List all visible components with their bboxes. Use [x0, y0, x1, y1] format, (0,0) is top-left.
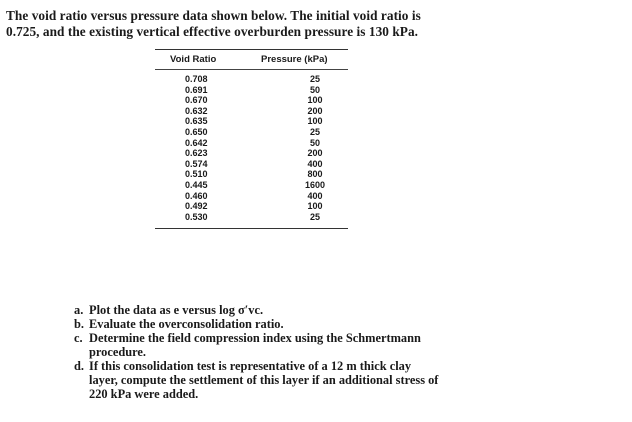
void-ratio-cell: 0.670 — [185, 95, 208, 106]
intro-line-2: 0.725, and the existing vertical effective overburden pressure is 130 kPa. — [6, 24, 419, 39]
pressure-cell: 25 — [309, 74, 320, 84]
void-ratio-pressure-table — [155, 49, 348, 229]
table-row — [155, 191, 348, 202]
void-ratio-cell: 0.632 — [185, 105, 208, 116]
question-text — [89, 359, 494, 401]
pressure-cell: 100 — [307, 116, 323, 127]
void-ratio-cell: 0.510 — [185, 169, 208, 180]
question-line: 220 kPa were added. — [89, 387, 199, 401]
table-header-row — [155, 50, 348, 69]
table-row — [155, 148, 348, 159]
table-row — [155, 106, 348, 117]
table-row — [155, 116, 348, 127]
pressure-cell: 100 — [307, 95, 323, 106]
void-ratio-cell: 0.691 — [185, 84, 208, 95]
void-ratio-cell: 0.460 — [185, 190, 208, 201]
question-line: Plot the data as e versus log σ′vc. — [89, 303, 264, 317]
table-row — [155, 85, 348, 96]
table-row — [155, 201, 348, 212]
pressure-cell: 400 — [307, 158, 323, 169]
pressure-cell: 800 — [307, 169, 323, 180]
table-row — [155, 212, 348, 223]
table-row — [155, 127, 348, 138]
pressure-cell: 25 — [309, 211, 320, 222]
intro-line-1: The void ratio versus pressure data shown below. The initial void ratio is — [6, 8, 421, 23]
header-void-ratio: Void Ratio — [170, 54, 217, 65]
void-ratio-cell: 0.650 — [185, 126, 208, 137]
pressure-cell: 50 — [309, 137, 320, 148]
question-list — [74, 303, 494, 401]
question-item — [74, 359, 494, 401]
table-bottom-rule — [155, 228, 348, 229]
question-line: layer, compute the settlement of this layer if an additional stress of — [89, 373, 439, 387]
question-text — [89, 303, 494, 317]
void-ratio-cell: 0.708 — [185, 74, 208, 84]
pressure-cell: 1600 — [304, 179, 326, 190]
pressure-cell: 25 — [309, 126, 320, 137]
question-line: Determine the field compression index using the Schmertmann — [89, 331, 421, 345]
question-letter: b. — [74, 317, 84, 331]
void-ratio-cell: 0.445 — [185, 179, 208, 190]
question-line: Evaluate the overconsolidation ratio. — [89, 317, 284, 331]
question-letter: c. — [74, 331, 83, 345]
question-letter: d. — [74, 359, 84, 373]
question-text — [89, 331, 494, 359]
table-body — [155, 70, 348, 228]
pressure-cell: 200 — [307, 148, 323, 159]
table-row — [155, 95, 348, 106]
question-text — [89, 317, 494, 331]
table-row — [155, 180, 348, 191]
void-ratio-cell: 0.623 — [185, 148, 208, 159]
table-row — [155, 74, 348, 85]
question-item — [74, 331, 494, 359]
table-row — [155, 169, 348, 180]
question-line: procedure. — [89, 345, 147, 359]
question-letter: a. — [74, 303, 84, 317]
void-ratio-cell: 0.492 — [185, 201, 208, 212]
table-row — [155, 138, 348, 149]
pressure-cell: 200 — [307, 105, 323, 116]
pressure-cell: 400 — [307, 190, 323, 201]
pressure-cell: 100 — [307, 201, 323, 212]
void-ratio-cell: 0.642 — [185, 137, 208, 148]
void-ratio-cell: 0.530 — [185, 211, 208, 222]
problem-intro — [6, 8, 616, 40]
pressure-cell: 50 — [309, 84, 320, 95]
question-line: If this consolidation test is representative of a 12 m thick clay — [89, 359, 412, 373]
question-item — [74, 303, 494, 317]
header-pressure: Pressure (kPa) — [261, 54, 328, 65]
question-item — [74, 317, 494, 331]
table-row — [155, 159, 348, 170]
void-ratio-cell: 0.635 — [185, 116, 208, 127]
void-ratio-cell: 0.574 — [185, 158, 208, 169]
